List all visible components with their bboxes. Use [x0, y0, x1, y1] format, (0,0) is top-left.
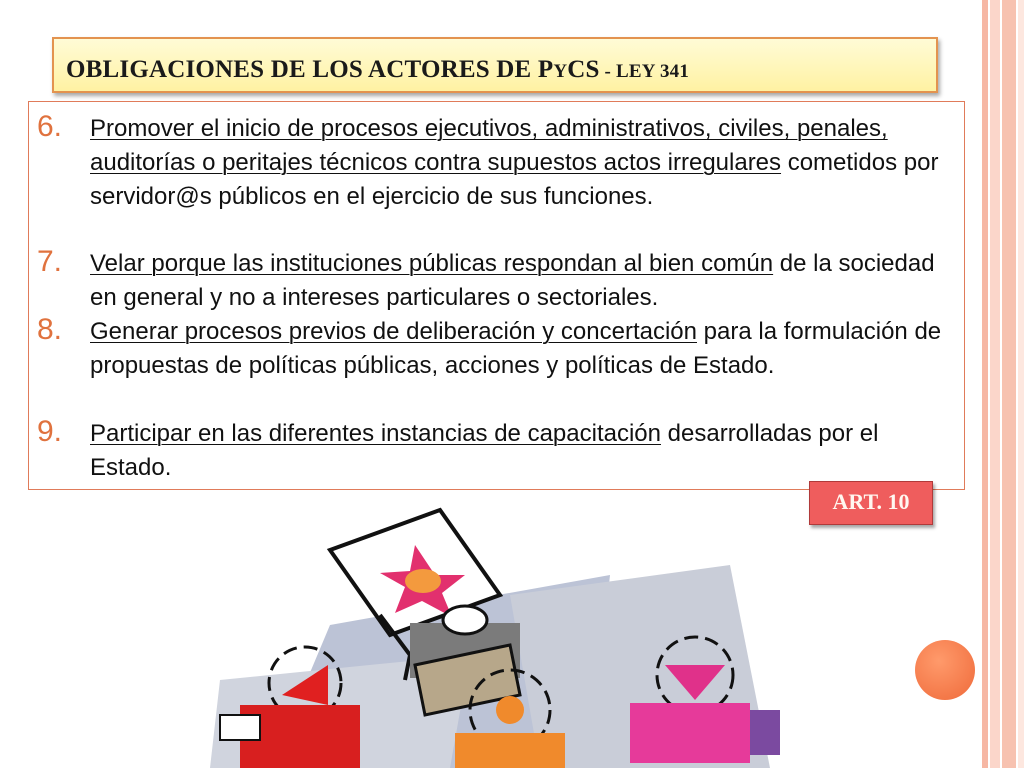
circle-shape [496, 696, 524, 724]
item-number: 9. [37, 415, 63, 448]
item-rest: de la sociedad en general y no a intereses particulares o sectoriales. [90, 250, 935, 311]
item-underlined: Generar procesos previos de deliberación y concertación [90, 318, 697, 345]
title-part: OBLIGACIONES DE LOS ACTORES DE P [66, 56, 554, 83]
item-rest: para la formulación de propuestas de políticas públicas, acciones y políticas de Estado. [90, 318, 942, 379]
item-text [90, 247, 960, 315]
figure-body [630, 703, 750, 763]
figure-hand [220, 715, 260, 740]
slide-title [66, 56, 689, 84]
figure-arm [750, 710, 780, 755]
item-underlined: Promover el inicio de procesos ejecutivos, administrativos, civiles, penales, auditorías o peritajes técnicos contra supuestos actos irregulares [90, 115, 888, 176]
item-text [90, 417, 960, 485]
stripe [1018, 0, 1024, 768]
figure-body [455, 733, 565, 768]
title-part: Y [553, 61, 568, 82]
decorative-stripes [978, 0, 1024, 768]
stripe [990, 0, 1000, 768]
slide-title-box [52, 37, 938, 93]
decorative-circle [915, 640, 975, 700]
item-rest: cometidos por servidor@s públicos en el ejercicio de sus funciones. [90, 149, 939, 210]
stripe [982, 0, 988, 768]
title-part: CS [567, 56, 600, 83]
stripe [1002, 0, 1016, 768]
article-badge: ART. 10 [809, 481, 933, 525]
item-text [90, 315, 960, 383]
title-suffix: - LEY 341 [599, 61, 690, 82]
item-number: 7. [37, 245, 63, 278]
people-clipart-image [210, 505, 810, 768]
figure-head [443, 606, 487, 634]
content-box [28, 101, 965, 490]
item-number: 8. [37, 313, 63, 346]
item-underlined: Velar porque las instituciones públicas respondan al bien común [90, 250, 774, 277]
item-text [90, 112, 960, 214]
star-center [405, 569, 441, 593]
item-number: 6. [37, 110, 63, 143]
item-underlined: Participar en las diferentes instancias de capacitación [90, 420, 661, 447]
item-rest: desarrolladas por el Estado. [90, 420, 879, 481]
